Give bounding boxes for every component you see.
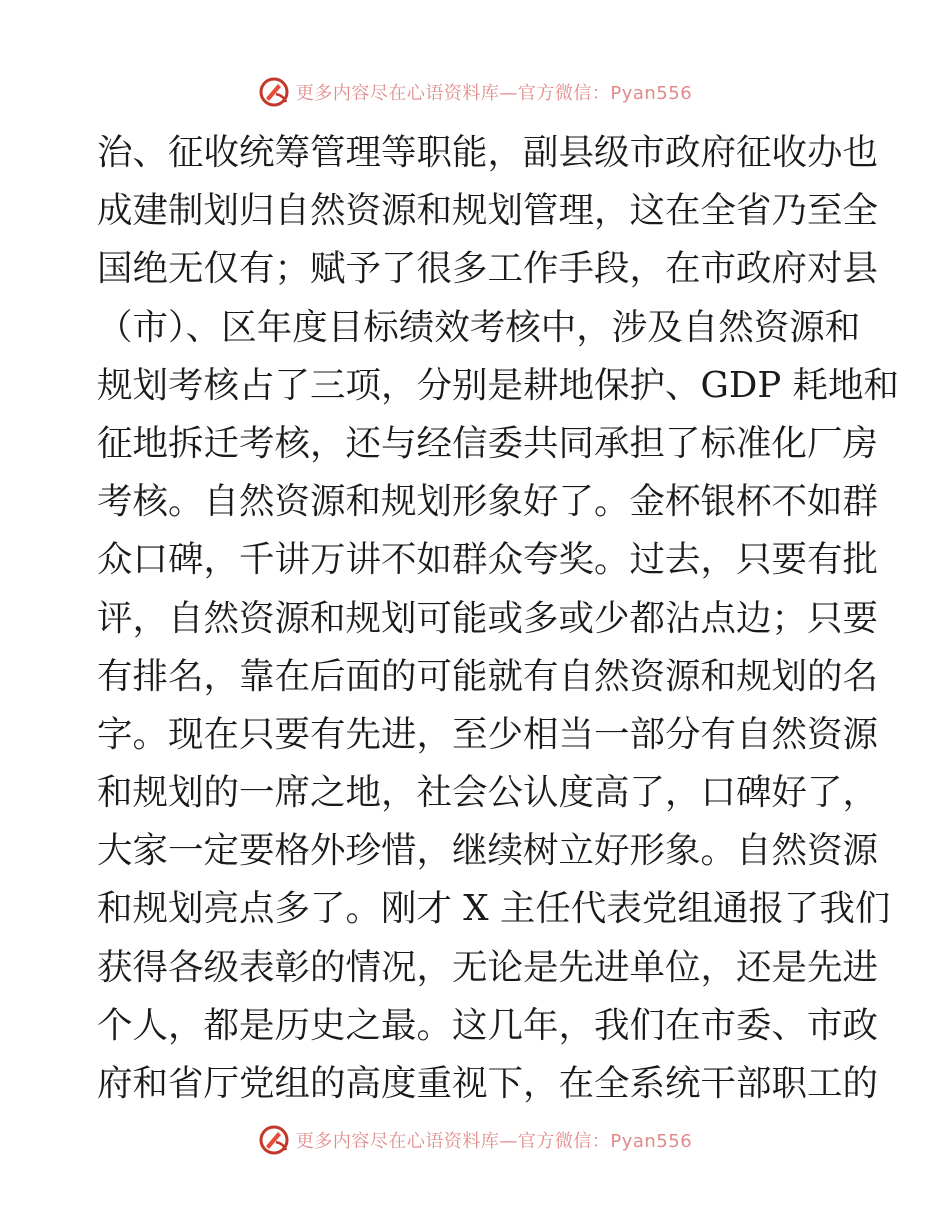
text-line: 规划考核占了三项，分别是耕地保护、GDP 耗地和 [97,364,899,406]
text-line: 众口碑，千讲万讲不如群众夸奖。过去，只要有批 [97,539,879,581]
text-line: 府和省厅党组的高度重视下，在全系统干部职工的 [97,1063,879,1104]
text-line: 字。现在只要有先进，至少相当一部分有自然资源 [97,713,879,755]
footer-banner-inner [258,1124,692,1156]
seal-logo-icon [258,1124,290,1156]
footer-banner-text: 更多内容尽在心语资料库—官方微信：Pyan556 [295,1131,693,1152]
text-line: 获得各级表彰的情况，无论是先进单位，还是先进 [97,946,879,988]
text-line: 和规划的一席之地，社会公认度高了，口碑好了， [97,772,879,814]
text-line: 征地拆迁考核，还与经信委共同承担了标准化厂房 [97,422,879,464]
text-line: 和规划亮点多了。刚才 X 主任代表党组通报了我们 [97,888,891,930]
footer-banner [0,1120,950,1160]
header-banner-text: 更多内容尽在心语资料库—官方微信：Pyan556 [295,83,693,104]
text-line: 考核。自然资源和规划形象好了。金杯银杯不如群 [97,481,879,523]
text-line: 成建制划归自然资源和规划管理，这在全省乃至全 [97,190,879,232]
header-banner-inner [258,76,692,108]
text-line: 国绝无仅有；赋予了很多工作手段，在市政府对县 [97,248,879,290]
text-line: 有排名，靠在后面的可能就有自然资源和规划的名 [97,655,879,697]
text-line: （市）、区年度目标绩效考核中，涉及自然资源和 [97,306,861,348]
text-line: 评，自然资源和规划可能或多或少都沾点边；只要 [97,597,879,639]
text-line: 个人，都是历史之最。这几年，我们在市委、市政 [97,1004,879,1046]
header-banner [0,72,950,112]
document-body [97,124,899,1113]
text-line: 大家一定要格外珍惜，继续树立好形象。自然资源 [97,830,879,872]
text-line: 治、征收统筹管理等职能，副县级市政府征收办也 [97,132,879,173]
seal-logo-icon [258,76,290,108]
